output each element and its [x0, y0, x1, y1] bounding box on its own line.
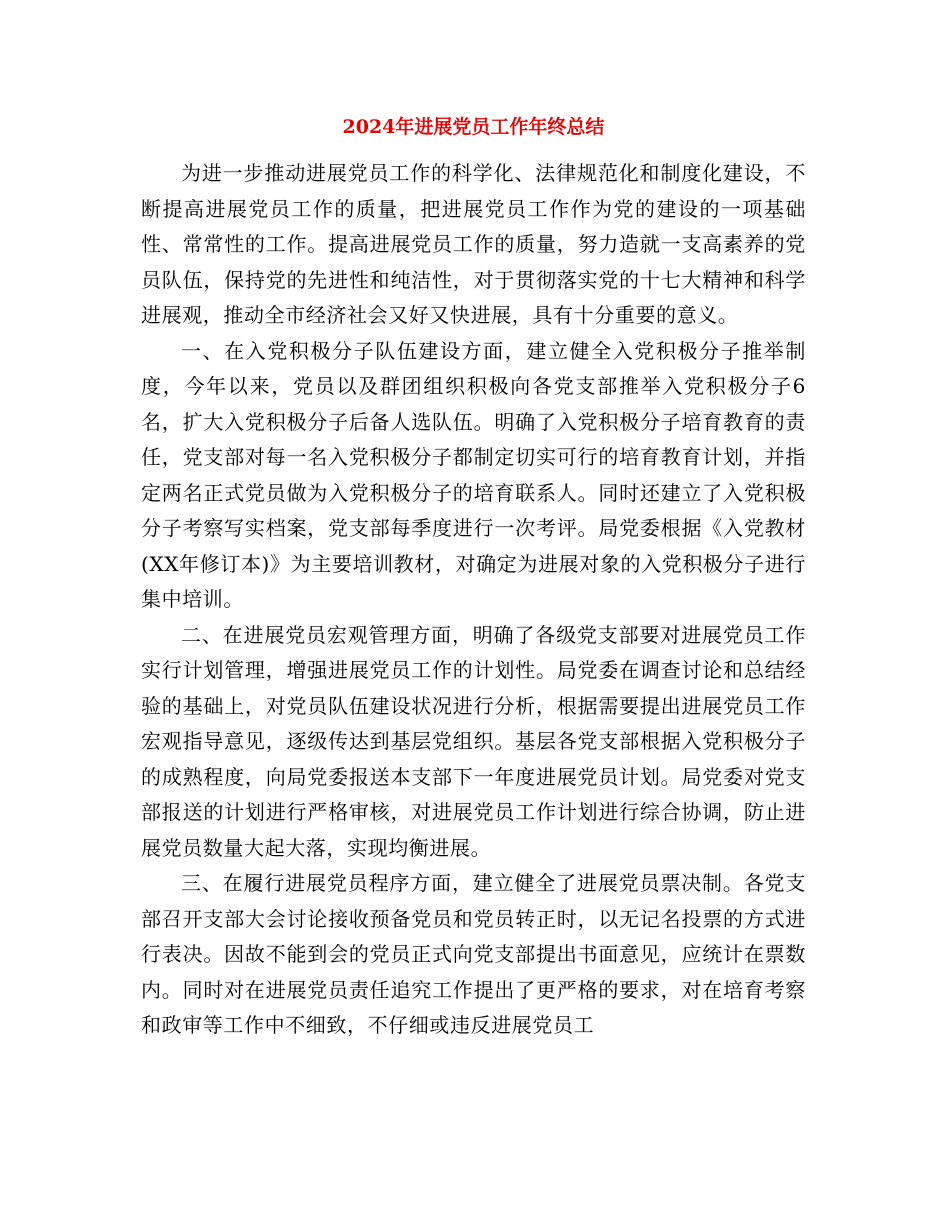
document-page: [141, 112, 806, 1044]
document-body: [141, 156, 806, 1044]
paragraph-section-2: 二、在进展党员宏观管理方面，明确了各级党支部要对进展党员工作实行计划管理，增强进展党员工作的计划性。局党委在调查讨论和总结经验的基础上，对党员队伍建设状况进行分析，根据需要提出进展党员工作宏观指导意见，逐级传达到基层党组织。基层各党支部根据入党积极分子的成熟程度，向局党委报送本支部下一年度进展党员计划。局党委对党支部报送的计划进行严格审核，对进展党员工作计划进行综合协调，防止进展党员数量大起大落，实现均衡进展。: [141, 622, 806, 860]
paragraph-section-3: 三、在履行进展党员程序方面，建立健全了进展党员票决制。各党支部召开支部大会讨论接收预备党员和党员转正时，以无记名投票的方式进行表决。因故不能到会的党员正式向党支部提出书面意见，应统计在票数内。同时对在进展党员责任追究工作提出了更严格的要求，对在培育考察和政审等工作中不细致，不仔细或违反进展党员工: [141, 871, 806, 1037]
paragraph-section-1: 一、在入党积极分子队伍建设方面，建立健全入党积极分子推举制度，今年以来，党员以及群团组织积极向各党支部推举入党积极分子6名，扩大入党积极分子后备人选队伍。明确了入党积极分子培育教育的责任，党支部对每一名入党积极分子都制定切实可行的培育教育计划，并指定两名正式党员做为入党积极分子的培育联系人。同时还建立了入党积极分子考察写实档案，党支部每季度进行一次考评。局党委根据《入党教材(XX年修订本)》为主要培训教材，对确定为进展对象的入党积极分子进行集中培训。: [141, 338, 806, 611]
paragraph-intro: 为进一步推动进展党员工作的科学化、法律规范化和制度化建设，不断提高进展党员工作的质量，把进展党员工作作为党的建设的一项基础性、常常性的工作。提高进展党员工作的质量，努力造就一支高素养的党员队伍，保持党的先进性和纯洁性，对于贯彻落实党的十七大精神和科学进展观，推动全市经济社会又好又快进展，具有十分重要的意义。: [141, 161, 806, 327]
document-title: 2024年进展党员工作年终总结: [342, 116, 605, 138]
